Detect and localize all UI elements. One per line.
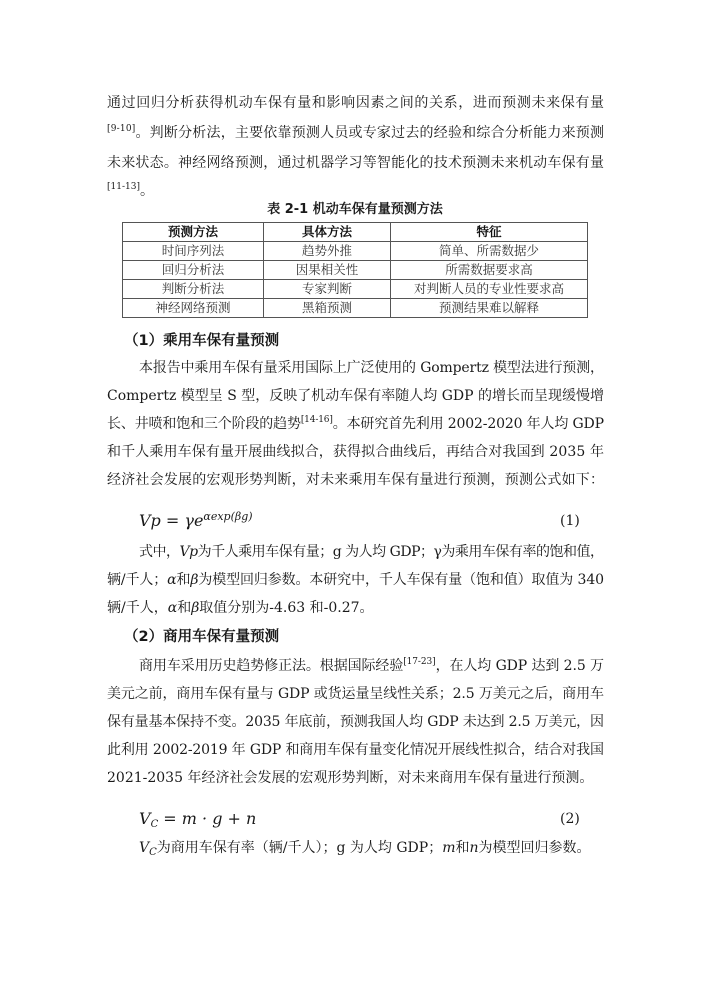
table-cell: 时间序列法 <box>123 242 264 261</box>
table-cell: 因果相关性 <box>264 261 391 280</box>
formula-subscript: C <box>150 819 159 830</box>
text-line <box>139 655 604 677</box>
section-heading-passenger: （1）乘用车保有量预测 <box>124 333 280 349</box>
citation-reference: [9-10] <box>107 124 136 134</box>
text-segment: 和 <box>455 840 470 856</box>
text-line <box>139 837 604 859</box>
text-segment: 式中， <box>139 544 180 560</box>
text-segment: 本报告中乘用车保有量采用国际上广泛使用的 Gompertz 模型法进行预测， <box>139 360 604 376</box>
text-line <box>139 357 604 379</box>
text-line <box>107 441 604 463</box>
text-line <box>107 385 604 407</box>
table-header: 预测方法 <box>123 223 264 242</box>
text-segment: 为模型回归参数。本研究中，千人车保有量（饱和值）取值为 340 <box>198 572 604 588</box>
math-symbol: m <box>442 840 456 856</box>
text-segment: 保有量基本保持不变。2035 年底前，预测我国人均 GDP 未达到 2.5 万美元，因 <box>107 714 604 730</box>
text-line <box>107 683 604 705</box>
table-cell: 所需数据要求高 <box>391 261 588 280</box>
prediction-methods-table <box>122 222 588 318</box>
text-segment: 。本研究首先利用 2002-2020 年人均 GDP <box>332 416 604 432</box>
formula-lhs: Vp = γe <box>139 511 204 530</box>
table-row <box>123 280 588 299</box>
math-symbol: α <box>167 572 177 588</box>
text-segment: 。 <box>139 183 154 199</box>
text-segment: 和 <box>176 572 191 588</box>
text-line <box>107 597 604 619</box>
text-segment: 辆/千人， <box>107 600 168 616</box>
text-line <box>107 711 604 733</box>
text-segment: 长、井喷和饱和三个阶段的趋势 <box>107 416 301 432</box>
section-heading-commercial: （2）商用车保有量预测 <box>124 629 280 645</box>
table-header-row <box>123 223 588 242</box>
text-segment: 和 <box>177 600 192 616</box>
table-row <box>123 299 588 318</box>
citation-reference: [11-13] <box>107 182 140 192</box>
table-cell: 对判断人员的专业性要求高 <box>391 280 588 299</box>
math-symbol: Vp <box>179 544 198 560</box>
text-segment: 为模型回归参数。 <box>478 840 591 856</box>
text-line <box>139 541 604 563</box>
table-cell: 专家判断 <box>264 280 391 299</box>
math-symbol: n <box>469 840 479 856</box>
text-segment: 。判断分析法，主要依靠预测人员或专家过去的经验和综合分析能力来预测 <box>135 125 605 141</box>
math-symbol: C <box>149 847 157 858</box>
formula-number: (2) <box>560 811 580 827</box>
text-line <box>107 569 604 591</box>
math-symbol: β <box>190 572 199 588</box>
text-line <box>107 413 604 435</box>
table-header: 具体方法 <box>264 223 391 242</box>
math-symbol: α <box>167 600 178 616</box>
text-segment: 经济社会发展的宏观形势判断，对未来乘用车保有量进行预测，预测公式如下： <box>107 472 605 488</box>
text-line <box>107 469 604 491</box>
text-segment: 和千人乘用车保有量开展曲线拟合，获得拟合曲线后，再结合对我国到 2035 年 <box>107 444 605 460</box>
text-segment: 商用车采用历史趋势修正法。根据国际经验 <box>139 658 404 674</box>
table-cell: 黑箱预测 <box>264 299 391 318</box>
table-caption: 表 2-1 机动车保有量预测方法 <box>267 202 443 217</box>
text-segment: 2021-2035 年经济社会发展的宏观形势判断，对未来商用车保有量进行预测。 <box>107 770 594 786</box>
text-segment: 为千人乘用车保有量；g 为人均 GDP；γ为乘用车保有率的饱和值， <box>197 544 604 560</box>
formula-expression <box>139 808 256 830</box>
math-symbol: V <box>139 840 150 856</box>
table-row <box>123 242 588 261</box>
text-segment: 为商用车保有率（辆/千人）；g 为人均 GDP； <box>156 840 443 856</box>
text-line <box>107 122 604 144</box>
table-cell: 回归分析法 <box>123 261 264 280</box>
table-cell: 趋势外推 <box>264 242 391 261</box>
citation-reference: [14-16] <box>300 415 333 425</box>
text-line <box>107 767 604 789</box>
text-line <box>107 739 604 761</box>
table-header: 特征 <box>391 223 588 242</box>
formula-variable: V <box>139 809 151 828</box>
text-segment: 辆/千人； <box>107 572 168 588</box>
text-segment: 通过回归分析获得机动车保有量和影响因素之间的关系，进而预测未来保有量 <box>107 95 605 111</box>
text-line <box>107 152 604 174</box>
formula-rhs: = m · g + n <box>158 809 257 828</box>
table-cell: 简单、所需数据少 <box>391 242 588 261</box>
text-segment: ，在人均 GDP 达到 2.5 万 <box>435 658 604 674</box>
formula-expression <box>139 510 253 532</box>
text-segment: 此利用 2002-2019 年 GDP 和商用车保有量变化情况开展线性拟合，结合对我国 <box>107 742 604 758</box>
formula-exponent: αexp(βg) <box>203 510 253 523</box>
text-segment: 美元之前，商用车保有量与 GDP 或货运量呈线性关系；2.5 万美元之后，商用车 <box>107 686 604 702</box>
table-cell: 判断分析法 <box>123 280 264 299</box>
text-line <box>107 180 604 202</box>
text-line <box>107 92 604 114</box>
citation-reference: [17-23] <box>403 657 436 667</box>
math-symbol: β <box>191 600 200 616</box>
text-segment: 取值分别为-4.63 和-0.27。 <box>199 600 374 616</box>
table-row <box>123 261 588 280</box>
table-cell: 神经网络预测 <box>123 299 264 318</box>
text-segment: 未来状态。神经网络预测，通过机器学习等智能化的技术预测未来机动车保有量 <box>107 155 605 171</box>
text-segment: Compertz 模型呈 S 型，反映了机动车保有率随人均 GDP 的增长而呈现缓慢增 <box>107 388 604 404</box>
formula-number: (1) <box>560 513 580 529</box>
table-cell: 预测结果难以解释 <box>391 299 588 318</box>
